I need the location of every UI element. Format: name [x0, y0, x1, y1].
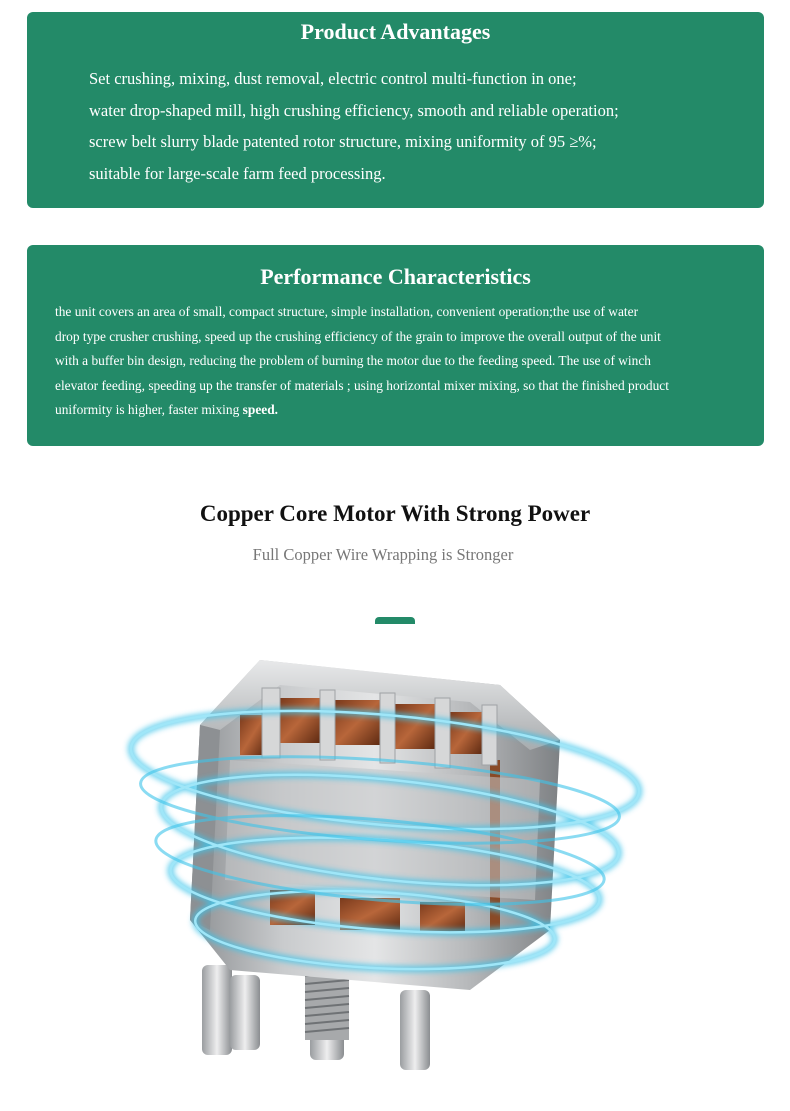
performance-line: drop type crusher crushing, speed up the crushing efficiency of the grain to improve the overall output of the unit [55, 328, 661, 344]
product-advantages-panel [27, 12, 764, 208]
performance-line: with a buffer bin design, reducing the problem of burning the motor due to the feeding speed. The use of winch [55, 353, 651, 369]
product-advantages-list [27, 45, 764, 189]
accent-bar [375, 617, 415, 624]
performance-line-last [55, 398, 745, 423]
performance-characteristics-panel [27, 245, 764, 446]
performance-line: elevator feeding, speeding up the transfer of materials ; using horizontal mixer mixing, so that the finished product [55, 377, 669, 393]
copper-motor-image [110, 630, 670, 1100]
performance-characteristics-text [27, 290, 745, 423]
advantage-line: Set crushing, mixing, dust removal, electric control multi-function in one; [89, 69, 577, 88]
motor-subheading: Full Copper Wire Wrapping is Stronger [252, 545, 514, 564]
performance-line-text: uniformity is higher, faster mixing [55, 402, 243, 418]
performance-line: the unit covers an area of small, compact structure, simple installation, convenient operation;the use of water [55, 304, 639, 319]
advantage-line: suitable for large-scale farm feed processing. [89, 163, 386, 183]
advantage-line: screw belt slurry blade patented rotor structure, mixing uniformity of 95 ≥%; [89, 132, 597, 151]
performance-line-bold: speed. [242, 402, 278, 418]
advantage-line: water drop-shaped mill, high crushing efficiency, smooth and reliable operation; [89, 100, 619, 120]
motor-heading: Copper Core Motor With Strong Power [199, 501, 591, 526]
product-advantages-title: Product Advantages [300, 19, 491, 44]
performance-characteristics-title: Performance Characteristics [260, 264, 531, 289]
